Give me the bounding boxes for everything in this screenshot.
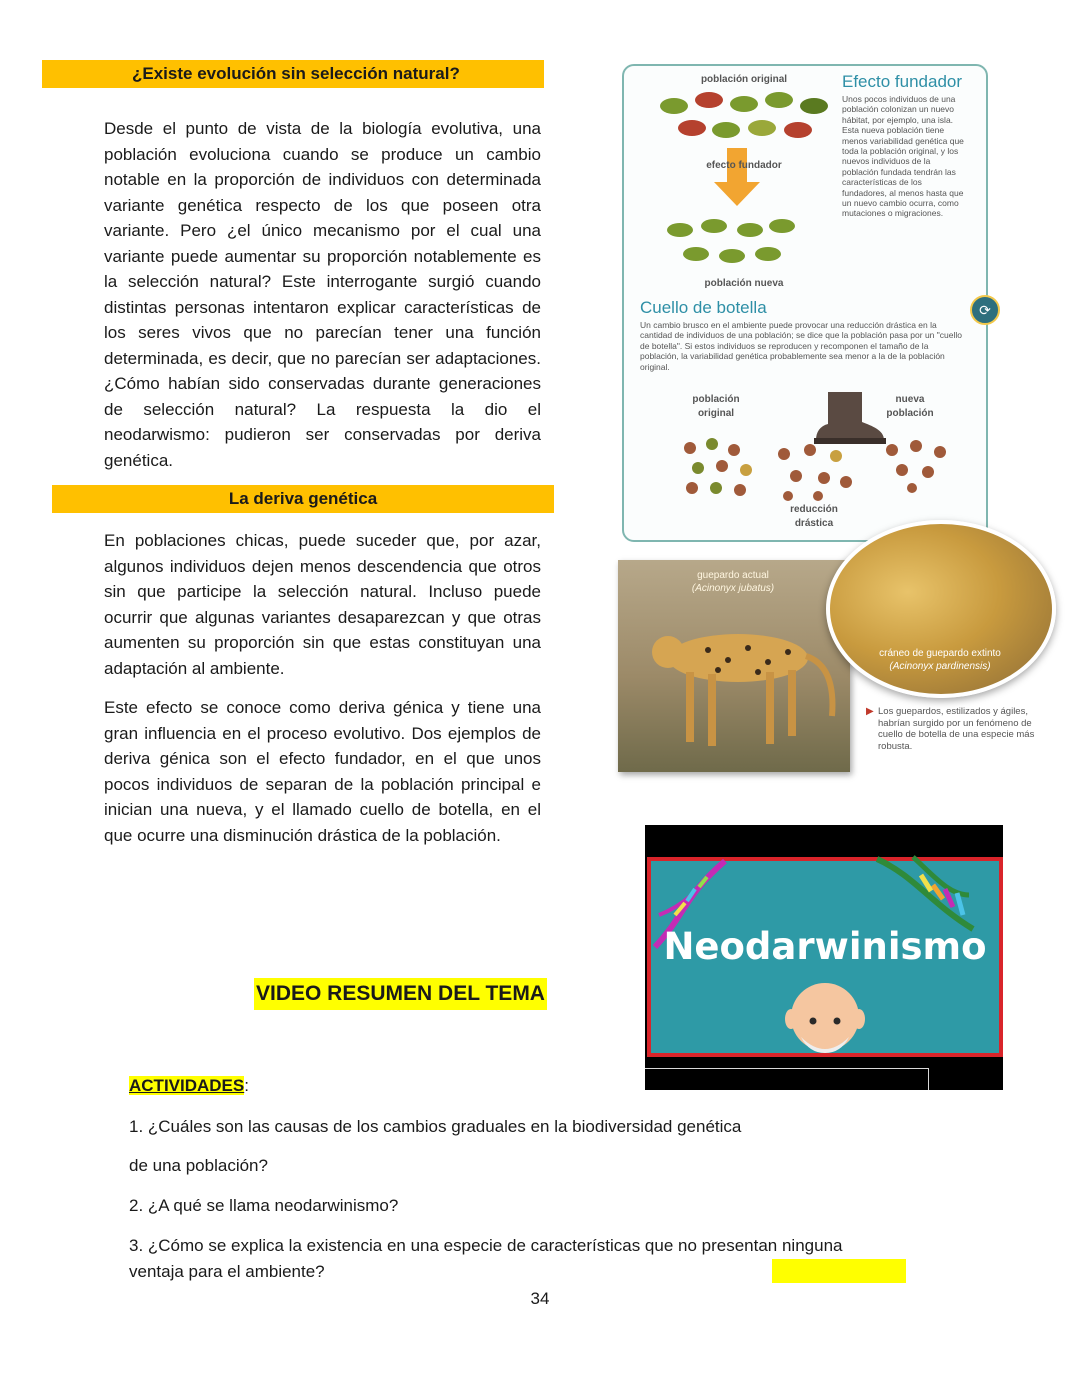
refresh-icon[interactable]: ⟳: [970, 295, 1000, 325]
cheetah-figure: [618, 560, 850, 772]
page-number: 34: [530, 1289, 550, 1308]
label-founder-effect: efecto fundador: [706, 160, 782, 171]
video-summary-label: [254, 978, 547, 1010]
label-extinct-skull-1: cráneo de guepardo extinto: [879, 648, 1001, 659]
question-3-line-2: ventaja para el ambiente?: [129, 1262, 325, 1281]
section-heading-deriva-text: La deriva genética: [228, 489, 378, 508]
video-frame: [647, 857, 1003, 1057]
question-1-line-1: 1. ¿Cuáles son las causas de los cambios graduales en la biodiversidad genética: [129, 1117, 742, 1136]
activities-heading-text: ACTIVIDADES: [129, 1076, 245, 1095]
label-bottleneck-new-2: población: [886, 408, 934, 419]
label-current-cheetah-2: (Acinonyx jubatus): [691, 583, 775, 594]
darwin-avatar: [781, 975, 869, 1053]
founder-effect-text: Unos pocos individuos de una población colonizan un nuevo hábitat, por ejemplo, una isla. Esta nueva población tiene menos variabilidad genética que toda la población original, y los nuevos individuos de la población fundada tendrán las características de los fundadores, al menos hasta que un nuevo cambio ocurra, como mutaciones o migraciones.: [842, 94, 964, 219]
label-new-population: población nueva: [704, 278, 784, 289]
beetles-original-illustration: [676, 434, 766, 500]
activities-heading: [129, 1074, 249, 1098]
extinct-skull-figure: [826, 520, 1056, 698]
bottleneck-title: Cuello de botella: [640, 298, 767, 317]
cheetah-illustration: [638, 600, 838, 760]
video-thumbnail[interactable]: [645, 825, 1003, 1090]
section-heading-deriva: [52, 485, 554, 513]
frogs-original-illustration: [654, 86, 834, 146]
label-bottleneck-original-2: original: [697, 408, 735, 419]
video-summary-label-text: VIDEO RESUMEN DEL TEMA: [256, 982, 545, 1005]
label-current-cheetah-1: guepardo actual: [697, 570, 769, 581]
video-progress-track[interactable]: [645, 1068, 929, 1090]
question-2: 2. ¿A qué se llama neodarwinismo?: [129, 1196, 399, 1215]
section-heading-seleccion: [42, 60, 544, 88]
question-3-line-1: 3. ¿Cómo se explica la existencia en una especie de características que no presentan ninguna: [129, 1236, 843, 1255]
video-title: Neodarwinismo: [663, 925, 987, 968]
cheetah-caption: Los guepardos, estilizados y ágiles, habrían surgido por un fenómeno de cuello de botella de una especie más robusta.: [878, 706, 1035, 752]
highlight-mark: [772, 1259, 906, 1283]
label-original-population: población original: [700, 74, 788, 85]
paragraph-deriva-1: En poblaciones chicas, puede suceder que, por azar, algunos individuos dejen menos descendencia que otros sin que participe la selección natural. Incluso puede ocurrir que algunas variantes desaparezcan y que otras aumenten su proporción sin que estas constituyan una adaptación al ambiente.: [104, 531, 541, 678]
frogs-new-illustration: [662, 214, 802, 274]
label-bottleneck-new-1: nueva: [895, 394, 925, 405]
caption-bullet-icon: ▶: [866, 706, 874, 717]
label-bottleneck-original-1: población: [692, 394, 740, 405]
label-reduction-2: drástica: [794, 518, 834, 529]
label-extinct-skull-2: (Acinonyx pardinensis): [889, 661, 991, 672]
arrow-down-icon: [712, 148, 762, 208]
paragraph-deriva-2: Este efecto se conoce como deriva génica y tiene una gran influencia en el proceso evolutivo. Dos ejemplos de deriva génica son el efecto fundador, en el que unos pocos individuos de separan de la población principal e inician una nueva, y el llamado cuello de botella, en el que ocurre una disminución drástica de la población.: [104, 698, 541, 845]
dna-icon-right: [873, 855, 983, 935]
paragraph-seleccion-natural: Desde el punto de vista de la biología evolutiva, una población evoluciona cuando se produce un cambio notable en la proporción de individuos con determinada variante genética respecto de los que poseen otra variante. Pero ¿el único mecanismo por el cual una variante puede aumentar su proporción notablemente es la selección natural? Este interrogante surgió cuando distintas personas intentaron explicar características de los seres vivos que no parecían tener una función determinada, es decir, que no parecían ser adaptaciones. ¿Cómo habían sido conservadas durante generaciones de selección natural? La respuesta la dio el neodarwismo: pudieron ser conservadas por deriva genética.: [104, 119, 541, 470]
question-1-line-2: de una población?: [129, 1156, 268, 1175]
genetic-drift-figure: [622, 64, 991, 542]
founder-effect-title: Efecto fundador: [842, 72, 963, 91]
section-heading-seleccion-text: ¿Existe evolución sin selección natural?: [132, 64, 460, 83]
beetles-reduced-illustration: [770, 438, 860, 504]
beetles-new-illustration: [878, 434, 958, 494]
bottleneck-text: Un cambio brusco en el ambiente puede provocar una reducción drástica en la cantidad de individuos de una población; se dice que la población pasa por un "cuello de botella". Si estos individuos se reproducen y recomponen el tamaño de la población, la variabilidad genética probablemente sea menor a la de la población original.: [640, 320, 962, 372]
activities-heading-colon: :: [244, 1076, 249, 1095]
label-reduction-1: reducción: [790, 504, 838, 515]
